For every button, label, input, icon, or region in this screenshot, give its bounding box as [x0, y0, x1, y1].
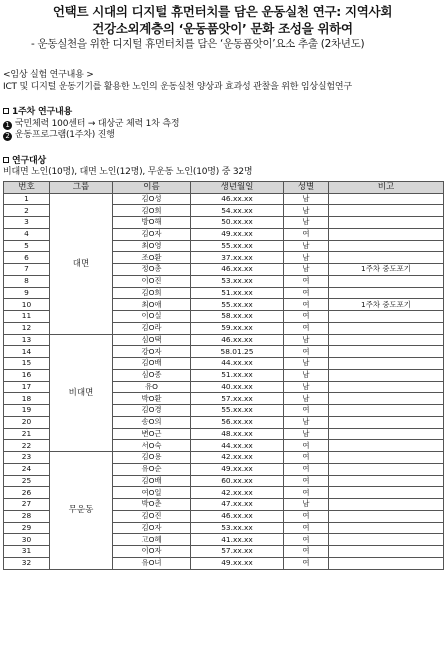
cell-number: 1 [4, 193, 50, 205]
cell-name: 심O택 [113, 334, 191, 346]
cell-sex: 남 [284, 334, 329, 346]
cell-sex: 여 [284, 534, 329, 546]
cell-name: 정O총 [113, 264, 191, 276]
header-group: 그룹 [50, 181, 113, 193]
cell-note [329, 287, 444, 299]
cell-sex: 남 [284, 369, 329, 381]
cell-sex: 여 [284, 299, 329, 311]
cell-sex: 여 [284, 522, 329, 534]
cell-birthdate: 46.xx.xx [191, 193, 284, 205]
subjects-heading-row [3, 156, 442, 168]
cell-name: 이O진 [113, 275, 191, 287]
cell-number: 13 [4, 334, 50, 346]
cell-birthdate: 48.xx.xx [191, 428, 284, 440]
week1-heading: 1주차 연구내용 [12, 107, 72, 117]
cell-name: 김O배 [113, 475, 191, 487]
cell-birthdate: 55.xx.xx [191, 240, 284, 252]
cell-birthdate: 59.xx.xx [191, 322, 284, 334]
cell-note [329, 217, 444, 229]
cell-name: 변O근 [113, 428, 191, 440]
cell-number: 17 [4, 381, 50, 393]
doc-title-line1: 언택트 시대의 디지털 휴먼터치를 담은 운동실천 연구: 지역사회 [52, 4, 393, 19]
cell-name: 김O희 [113, 287, 191, 299]
cell-name: 박O환 [113, 393, 191, 405]
cell-name: 최O영 [113, 240, 191, 252]
cell-sex: 남 [284, 393, 329, 405]
cell-number: 18 [4, 393, 50, 405]
number-two-circle-icon: 2 [3, 132, 12, 141]
cell-note [329, 428, 444, 440]
cell-sex: 남 [284, 264, 329, 276]
cell-birthdate: 51.xx.xx [191, 369, 284, 381]
cell-note [329, 381, 444, 393]
cell-name: 김O자 [113, 228, 191, 240]
cell-birthdate: 60.xx.xx [191, 475, 284, 487]
intro-heading: <임상 실험 연구내용 > [3, 70, 94, 80]
cell-sex: 여 [284, 510, 329, 522]
cell-note [329, 534, 444, 546]
cell-number: 22 [4, 440, 50, 452]
cell-sex: 여 [284, 440, 329, 452]
cell-birthdate: 53.xx.xx [191, 275, 284, 287]
cell-sex: 여 [284, 228, 329, 240]
cell-name: 유O녀 [113, 557, 191, 569]
cell-number: 10 [4, 299, 50, 311]
cell-note [329, 499, 444, 511]
subjects-text: 비대면 노인(10명), 대면 노인(12명), 무운동 노인(10명) 중 32명 [3, 167, 253, 177]
cell-sex: 남 [284, 499, 329, 511]
cell-name: 여O일 [113, 487, 191, 499]
cell-birthdate: 46.xx.xx [191, 264, 284, 276]
cell-group: 무운동 [50, 452, 113, 570]
cell-note [329, 546, 444, 558]
cell-number: 30 [4, 534, 50, 546]
cell-name: 김O희 [113, 205, 191, 217]
square-bullet-icon [3, 108, 9, 114]
cell-name: 유O순 [113, 463, 191, 475]
cell-note [329, 193, 444, 205]
cell-note [329, 358, 444, 370]
cell-sex: 남 [284, 240, 329, 252]
cell-sex: 남 [284, 205, 329, 217]
cell-number: 8 [4, 275, 50, 287]
cell-name: 김O라 [113, 322, 191, 334]
cell-number: 14 [4, 346, 50, 358]
cell-name: 이O실 [113, 311, 191, 323]
cell-name: 김O배 [113, 358, 191, 370]
cell-note [329, 228, 444, 240]
cell-note [329, 487, 444, 499]
cell-note [329, 440, 444, 452]
week1-item-1 [3, 119, 442, 131]
cell-number: 4 [4, 228, 50, 240]
cell-number: 23 [4, 452, 50, 464]
table-row [4, 452, 444, 464]
cell-birthdate: 44.xx.xx [191, 440, 284, 452]
cell-number: 24 [4, 463, 50, 475]
cell-sex: 여 [284, 275, 329, 287]
cell-note [329, 463, 444, 475]
cell-number: 19 [4, 405, 50, 417]
doc-title-line2: 건강소외계층의 ‘운동품앗이’ 문화 조성을 위하여 [92, 21, 353, 36]
cell-sex: 여 [284, 463, 329, 475]
subjects-heading: 연구대상 [12, 155, 46, 166]
cell-number: 6 [4, 252, 50, 264]
cell-note: 1주차 중도포기 [329, 264, 444, 276]
cell-sex: 남 [284, 416, 329, 428]
cell-birthdate: 57.xx.xx [191, 393, 284, 405]
cell-birthdate: 57.xx.xx [191, 546, 284, 558]
cell-birthdate: 49.xx.xx [191, 557, 284, 569]
cell-name: 김O성 [113, 193, 191, 205]
cell-sex: 여 [284, 405, 329, 417]
cell-birthdate: 55.xx.xx [191, 405, 284, 417]
cell-sex: 남 [284, 381, 329, 393]
table-row [4, 334, 444, 346]
cell-name: 강O자 [113, 346, 191, 358]
table-row [4, 193, 444, 205]
cell-birthdate: 37.xx.xx [191, 252, 284, 264]
cell-name: 김O자 [113, 522, 191, 534]
cell-note [329, 205, 444, 217]
cell-number: 3 [4, 217, 50, 229]
cell-sex: 남 [284, 428, 329, 440]
cell-note [329, 510, 444, 522]
intro-section [3, 70, 442, 93]
cell-birthdate: 46.xx.xx [191, 510, 284, 522]
cell-name: 유O [113, 381, 191, 393]
cell-name: 박O춘 [113, 499, 191, 511]
cell-group: 대면 [50, 193, 113, 334]
cell-note [329, 405, 444, 417]
cell-name: 김O경 [113, 405, 191, 417]
cell-number: 28 [4, 510, 50, 522]
cell-sex: 여 [284, 322, 329, 334]
doc-subtitle: - 운동실천을 위한 디지털 휴먼터치를 담은 ‘운동품앗이’요소 추출 (2차년도) [31, 38, 365, 50]
cell-birthdate: 49.xx.xx [191, 228, 284, 240]
cell-group: 비대면 [50, 334, 113, 452]
cell-birthdate: 44.xx.xx [191, 358, 284, 370]
cell-sex: 여 [284, 557, 329, 569]
cell-birthdate: 49.xx.xx [191, 463, 284, 475]
cell-note [329, 346, 444, 358]
header-sex: 성별 [284, 181, 329, 193]
cell-sex: 여 [284, 475, 329, 487]
cell-name: 고O혜 [113, 534, 191, 546]
header-birthdate: 생년월일 [191, 181, 284, 193]
cell-number: 21 [4, 428, 50, 440]
cell-name: 심O종 [113, 369, 191, 381]
cell-birthdate: 54.xx.xx [191, 205, 284, 217]
cell-name: 방O해 [113, 217, 191, 229]
cell-number: 5 [4, 240, 50, 252]
cell-number: 16 [4, 369, 50, 381]
header-note: 비고 [329, 181, 444, 193]
cell-note [329, 322, 444, 334]
week1-item-1-text: 국민체력 100센터 → 대상군 체력 1차 측정 [15, 118, 180, 129]
cell-number: 15 [4, 358, 50, 370]
cell-number: 31 [4, 546, 50, 558]
cell-note [329, 252, 444, 264]
cell-number: 32 [4, 557, 50, 569]
cell-sex: 남 [284, 358, 329, 370]
cell-number: 7 [4, 264, 50, 276]
week1-item-2 [3, 130, 442, 142]
cell-birthdate: 41.xx.xx [191, 534, 284, 546]
table-header-row [4, 181, 444, 193]
cell-sex: 남 [284, 217, 329, 229]
cell-number: 20 [4, 416, 50, 428]
cell-sex: 여 [284, 287, 329, 299]
cell-sex: 여 [284, 546, 329, 558]
cell-sex: 여 [284, 346, 329, 358]
cell-number: 25 [4, 475, 50, 487]
week1-item-2-text: 운동프로그램(1주차) 진행 [15, 130, 115, 140]
cell-birthdate: 55.xx.xx [191, 299, 284, 311]
cell-birthdate: 50.xx.xx [191, 217, 284, 229]
cell-note [329, 522, 444, 534]
cell-name: 최O애 [113, 299, 191, 311]
cell-birthdate: 58.xx.xx [191, 311, 284, 323]
cell-sex: 여 [284, 452, 329, 464]
cell-number: 12 [4, 322, 50, 334]
header-number: 번호 [4, 181, 50, 193]
cell-note [329, 240, 444, 252]
cell-name: 송O의 [113, 416, 191, 428]
cell-number: 27 [4, 499, 50, 511]
cell-birthdate: 42.xx.xx [191, 487, 284, 499]
cell-birthdate: 56.xx.xx [191, 416, 284, 428]
cell-birthdate: 58.01.25 [191, 346, 284, 358]
cell-name: 이O자 [113, 546, 191, 558]
cell-name: 서O숙 [113, 440, 191, 452]
square-bullet-icon [3, 157, 9, 163]
cell-birthdate: 46.xx.xx [191, 334, 284, 346]
cell-note [329, 393, 444, 405]
cell-note [329, 452, 444, 464]
cell-birthdate: 47.xx.xx [191, 499, 284, 511]
subjects-section [3, 156, 442, 179]
cell-sex: 여 [284, 311, 329, 323]
cell-name: 조O환 [113, 252, 191, 264]
subjects-table [3, 181, 444, 570]
cell-note [329, 416, 444, 428]
cell-number: 11 [4, 311, 50, 323]
cell-note [329, 334, 444, 346]
cell-name: 김O용 [113, 452, 191, 464]
cell-number: 26 [4, 487, 50, 499]
cell-number: 9 [4, 287, 50, 299]
week1-section [3, 107, 442, 142]
header-name: 이름 [113, 181, 191, 193]
cell-sex: 남 [284, 193, 329, 205]
cell-birthdate: 42.xx.xx [191, 452, 284, 464]
cell-note [329, 557, 444, 569]
cell-note [329, 369, 444, 381]
intro-text: ICT 및 디지털 운동기기를 활용한 노인의 운동실천 양상과 효과성 관찰을 위한 임상실험연구 [3, 81, 352, 92]
cell-note: 1주차 중도포기 [329, 299, 444, 311]
cell-note [329, 275, 444, 287]
cell-birthdate: 40.xx.xx [191, 381, 284, 393]
cell-name: 김O진 [113, 510, 191, 522]
cell-number: 2 [4, 205, 50, 217]
cell-sex: 여 [284, 487, 329, 499]
cell-note [329, 475, 444, 487]
cell-note [329, 311, 444, 323]
cell-sex: 남 [284, 252, 329, 264]
number-one-circle-icon: 1 [3, 121, 12, 130]
cell-birthdate: 51.xx.xx [191, 287, 284, 299]
cell-birthdate: 53.xx.xx [191, 522, 284, 534]
cell-number: 29 [4, 522, 50, 534]
week1-heading-row [3, 107, 442, 119]
